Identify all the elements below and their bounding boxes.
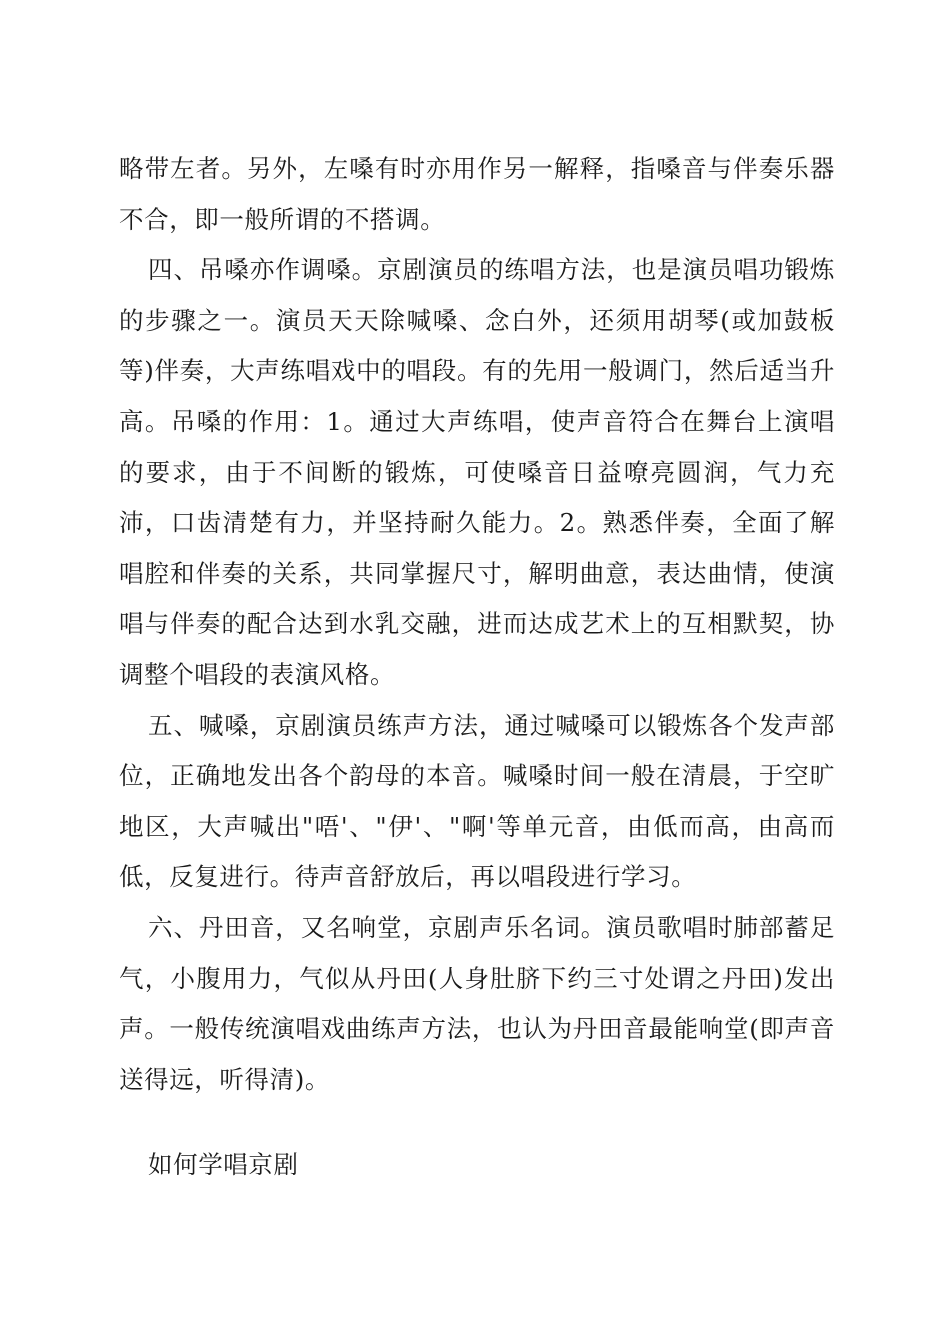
paragraph-six-dan-tian-yin: 六、丹田音，又名响堂，京剧声乐名词。演员歌唱时肺部蓄足气，小腹用力，气似从丹田(人身肚脐下约三寸处谓之丹田)发出声。一般传统演唱戏曲练声方法，也认为丹田音最能响堂(即声音送得远，听得清)。 — [119, 912, 835, 1094]
document-body — [119, 144, 835, 1105]
section-heading: 如何学唱京剧 — [148, 1150, 299, 1179]
paragraph-five-han-sang: 五、喊嗓，京剧演员练声方法，通过喊嗓可以锻炼各个发声部位，正确地发出各个韵母的本音。喊嗓时间一般在清晨，于空旷地区，大声喊出"唔'、"伊'、"啊'等单元音，由低而高，由高而低，反复进行。待声音舒放后，再以唱段进行学习。 — [119, 710, 835, 892]
paragraph-continuation: 略带左者。另外，左嗓有时亦用作另一解释，指嗓音与伴奏乐器不合，即一般所谓的不搭调。 — [119, 154, 835, 234]
paragraph-four-diao-sang: 四、吊嗓亦作调嗓。京剧演员的练唱方法，也是演员唱功锻炼的步骤之一。演员天天除喊嗓、念白外，还须用胡琴(或加鼓板等)伴奏，大声练唱戏中的唱段。有的先用一般调门，然后适当升高。吊嗓的作用：1。通过大声练唱，使声音符合在舞台上演唱的要求，由于不间断的锻炼，可使嗓音日益嘹亮圆润，气力充沛，口齿清楚有力，并坚持耐久能力。2。熟悉伴奏，全面了解唱腔和伴奏的关系，共同掌握尺寸，解明曲意，表达曲情，使演唱与伴奏的配合达到水乳交融，进而达成艺术上的互相默契，协调整个唱段的表演风格。 — [119, 255, 835, 689]
